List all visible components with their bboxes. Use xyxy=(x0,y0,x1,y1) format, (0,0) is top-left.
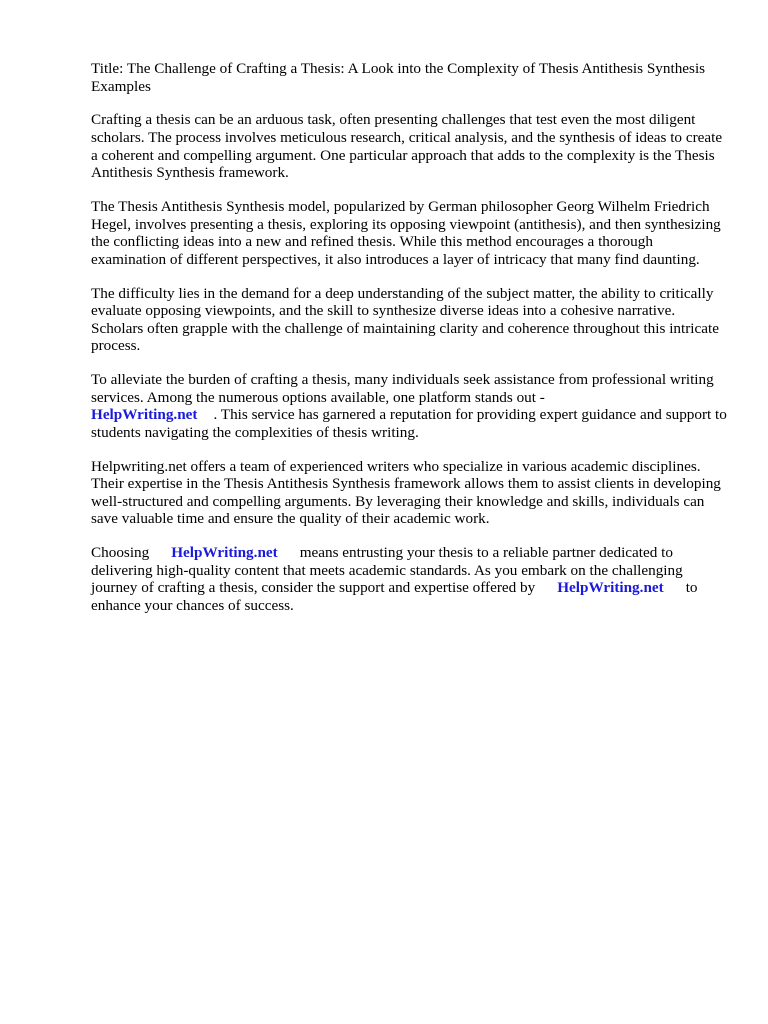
paragraph-helpwriting-team: Helpwriting.net offers a team of experienced writers who specialize in various academic disciplines. Their expertise in the Thesis Antithesis Synthesis framework allows them to assist clients in developing well-structured and compelling arguments. By leveraging their knowledge and skills, individuals can save valuable time and ensure the quality of their academic work. xyxy=(91,457,721,528)
helpwriting-link[interactable]: HelpWriting.net xyxy=(91,406,198,424)
paragraph-assistance-text-end: . This service has garnered a reputation for providing expert guidance and support to students navigating the complexities of thesis writing. xyxy=(91,406,727,441)
paragraph-choosing xyxy=(91,544,731,614)
paragraph-choosing-text-start: Choosing xyxy=(91,544,150,562)
paragraph-intro: Crafting a thesis can be an arduous task, often presenting challenges that test even the most diligent scholars. The process involves meticulous research, critical analysis, and the synthesis of ideas to create a coherent and compelling argument. One particular approach that adds to the complexity is the Thesis Antithesis Synthesis framework. xyxy=(91,111,723,182)
document-body xyxy=(91,60,731,631)
helpwriting-link-1[interactable]: HelpWriting.net xyxy=(171,544,278,562)
paragraph-assistance-text-start: To alleviate the burden of crafting a thesis, many individuals seek assistance from professional writing services. Among the numerous options available, one platform stands out - xyxy=(91,371,714,406)
paragraph-assistance xyxy=(91,371,731,441)
document-title: Title: The Challenge of Crafting a Thesis: A Look into the Complexity of Thesis Antithesis Synthesis Examples xyxy=(91,60,706,95)
paragraph-hegel-model: The Thesis Antithesis Synthesis model, popularized by German philosopher Georg Wilhelm Friedrich Hegel, involves presenting a thesis, exploring its opposing viewpoint (antithesis), and then synthesizing the conflicting ideas into a new and refined thesis. While this method encourages a thorough examination of different perspectives, it also introduces a layer of intricacy that many find daunting. xyxy=(91,197,721,268)
paragraph-difficulty: The difficulty lies in the demand for a deep understanding of the subject matter, the ability to critically evaluate opposing viewpoints, and the skill to synthesize diverse ideas into a cohesive narrative. Scholars often grapple with the challenge of maintaining clarity and coherence throughout this intricate process. xyxy=(91,284,719,355)
paragraph-choosing-text-end: to enhance your chances of success. xyxy=(91,579,698,614)
paragraph-choosing-text-middle: means entrusting your thesis to a reliable partner dedicated to delivering high-quality content that meets academic standards. As you embark on the challenging journey of crafting a thesis, consider the support and expertise offered by xyxy=(91,544,683,597)
helpwriting-link-2[interactable]: HelpWriting.net xyxy=(557,579,664,597)
